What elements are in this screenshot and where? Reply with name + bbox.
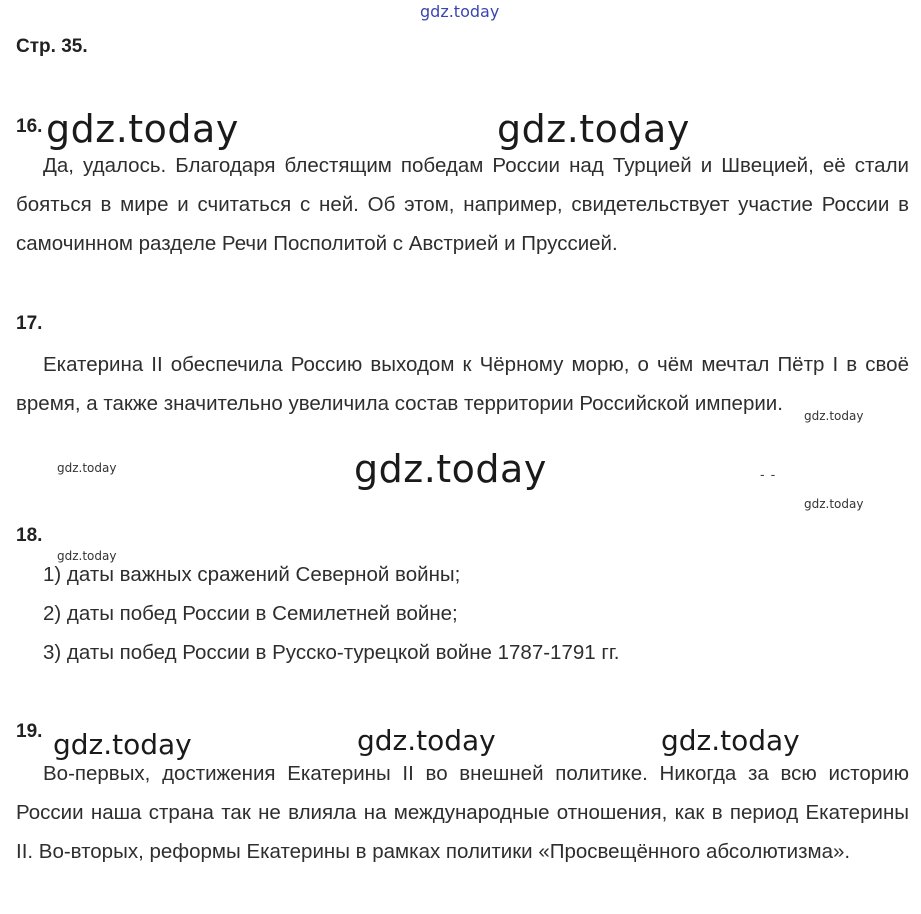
- stray-marks: --: [760, 466, 782, 482]
- question-19-answer: [16, 754, 909, 871]
- watermark-top: gdz.today: [420, 2, 500, 21]
- question-18-list: [43, 555, 620, 672]
- question-19-text: Во-первых, достижения Екатерины II во внешней политике. Никогда за всю историю России наша страна так не влияла на международные отношения, как в период Екатерины II. Во-вторых, реформы Екатерины в рамках политики «Просвещённого абсолютизма».: [16, 762, 909, 863]
- question-17-answer: [16, 345, 909, 423]
- question-18-number: 18.: [16, 525, 43, 546]
- watermark-medium: gdz.today: [661, 724, 800, 757]
- question-16-number: 16.: [16, 116, 43, 137]
- watermark-medium: gdz.today: [357, 724, 496, 757]
- page-number: Стр. 35.: [16, 36, 88, 57]
- watermark-small: gdz.today: [804, 497, 864, 511]
- watermark-large: gdz.today: [354, 447, 547, 491]
- watermark-large: gdz.today: [497, 107, 690, 151]
- watermark-small: gdz.today: [57, 461, 117, 475]
- watermark-small: gdz.today: [57, 549, 117, 563]
- question-17-number: 17.: [16, 313, 43, 334]
- question-16-answer: [16, 146, 909, 263]
- watermark-medium: gdz.today: [53, 728, 192, 761]
- question-16-text: Да, удалось. Благодаря блестящим победам России над Турцией и Швецией, её стали бояться в мире и считаться с ней. Об этом, например, свидетельствует участие России в самочинном разделе Речи Посполитой с Австрией и Пруссией.: [16, 154, 909, 255]
- list-item: 1) даты важных сражений Северной войны;: [43, 563, 461, 586]
- watermark-large: gdz.today: [46, 107, 239, 151]
- watermark-small: gdz.today: [804, 409, 864, 423]
- list-item: 2) даты побед России в Семилетней войне;: [43, 602, 458, 625]
- question-19-number: 19.: [16, 721, 43, 742]
- list-item: 3) даты побед России в Русско-турецкой войне 1787-1791 гг.: [43, 641, 620, 664]
- question-17-text: Екатерина II обеспечила Россию выходом к Чёрному морю, о чём мечтал Пётр I в своё время, а также значительно увеличила состав территории Российской империи.: [16, 353, 909, 415]
